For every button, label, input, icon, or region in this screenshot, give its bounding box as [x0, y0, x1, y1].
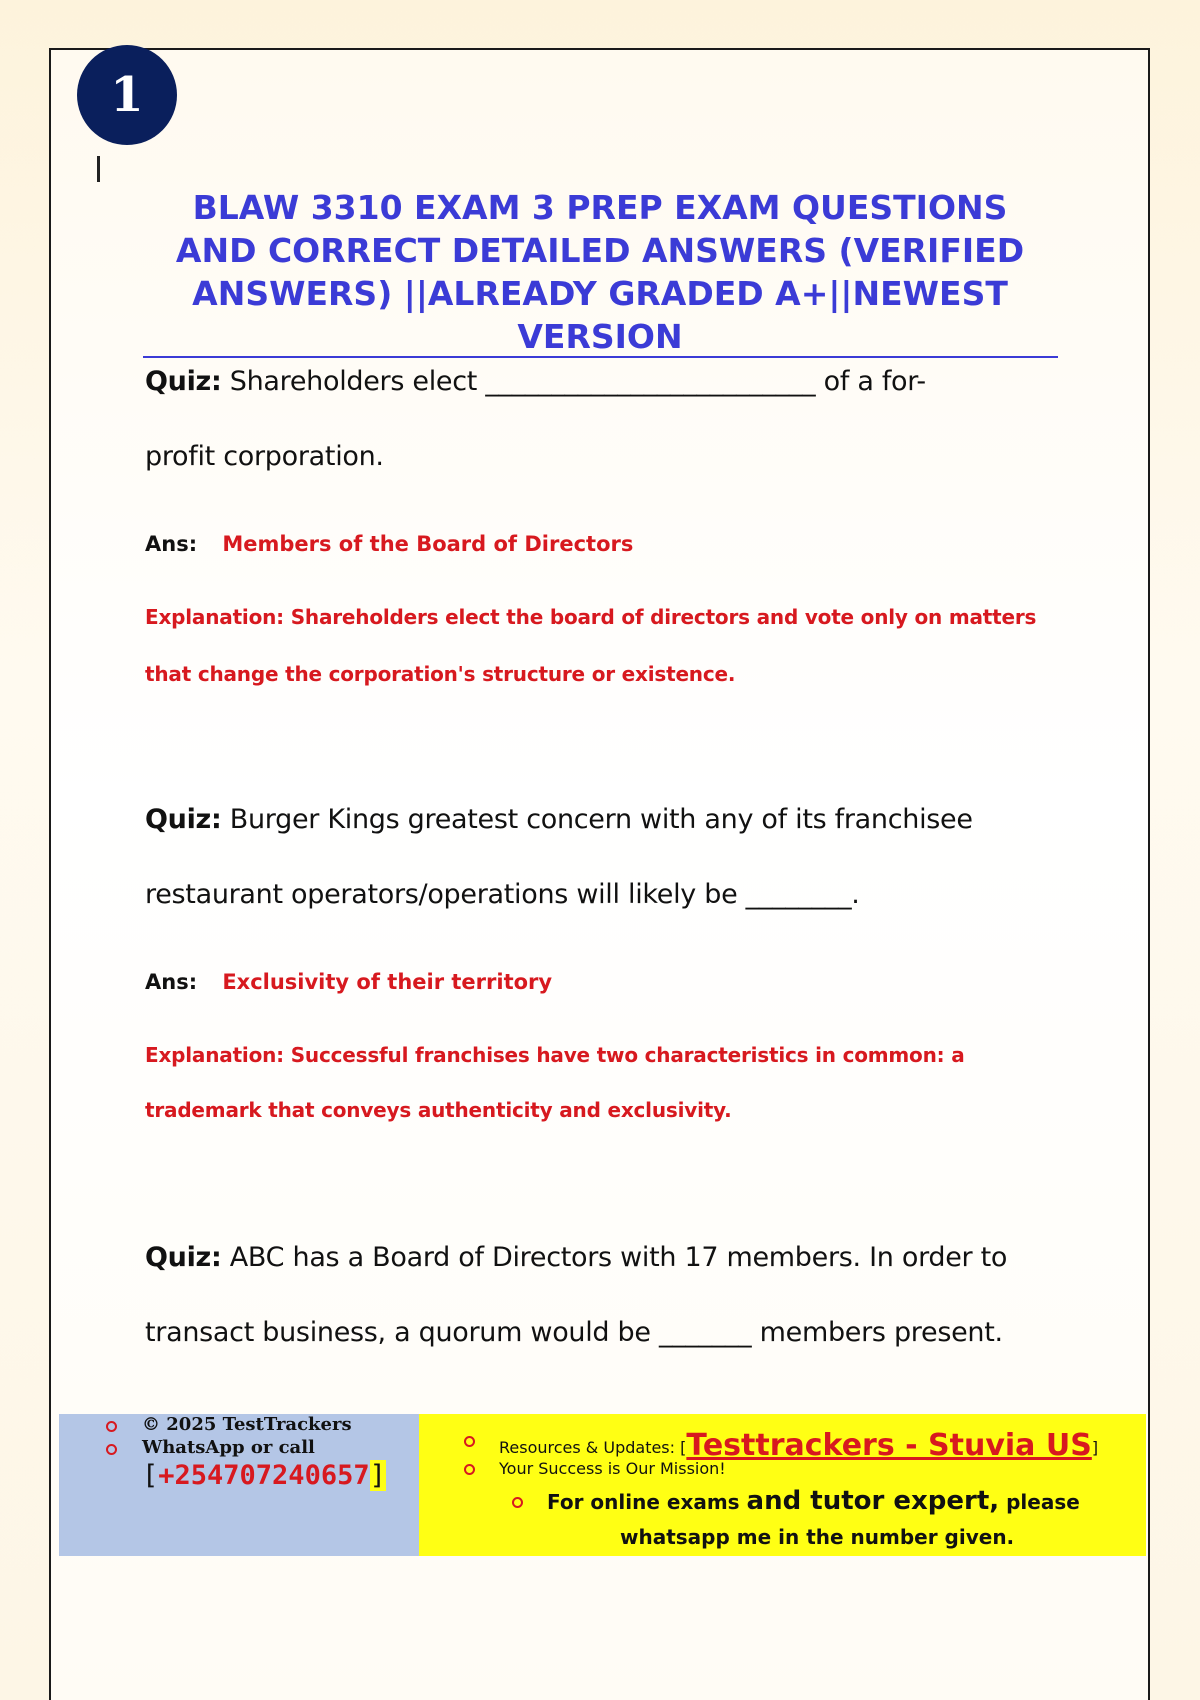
title-line: AND CORRECT DETAILED ANSWERS (VERIFIED	[175, 231, 1025, 270]
promo-text-a: For online exams	[547, 1490, 747, 1514]
phone-bracket-close: ]	[369, 1460, 386, 1491]
stuvia-link[interactable]: Testtrackers - Stuvia US	[686, 1428, 1092, 1463]
page-number-badge	[77, 45, 177, 145]
promo-text-b: and tutor expert,	[746, 1486, 1000, 1516]
question-3-line-1	[145, 1242, 1045, 1273]
bullet-icon	[464, 1436, 475, 1447]
text-cursor	[97, 156, 100, 182]
resources-label: Resources & Updates: [	[499, 1438, 687, 1457]
resources-line	[499, 1428, 1098, 1463]
explanation-2-line-1: Explanation: Successful franchises have two characteristics in common: a	[145, 1043, 965, 1067]
ans-label: Ans:	[145, 532, 198, 556]
quiz-label: Quiz:	[145, 366, 222, 397]
bullet-icon	[464, 1464, 475, 1475]
promo-line-2: whatsapp me in the number given.	[620, 1525, 1015, 1549]
phone-bracket-open: [	[142, 1460, 159, 1491]
question-3-line-2: transact business, a quorum would be _______ members present.	[145, 1317, 1003, 1348]
document-title	[140, 186, 1060, 358]
answer-2	[145, 970, 552, 994]
resources-bracket-close: ]	[1091, 1438, 1099, 1457]
question-text: ABC has a Board of Directors with 17 members. In order to	[229, 1242, 1008, 1273]
question-2-line-1	[145, 804, 1045, 835]
whatsapp-label: WhatsApp or call	[142, 1437, 315, 1458]
answer-text: Members of the Board of Directors	[222, 532, 634, 556]
title-line: BLAW 3310 EXAM 3 PREP EXAM QUESTIONS	[192, 188, 1008, 227]
explanation-2-line-2: trademark that conveys authenticity and exclusivity.	[145, 1098, 732, 1122]
explanation-1-line-1: Explanation: Shareholders elect the board of directors and vote only on matters	[145, 605, 1037, 629]
bullet-icon	[106, 1421, 117, 1432]
ans-label: Ans:	[145, 970, 198, 994]
bullet-icon	[512, 1497, 523, 1508]
answer-text: Exclusivity of their territory	[222, 970, 553, 994]
mission-text: Your Success is Our Mission!	[499, 1459, 726, 1478]
title-line: ANSWERS) ||ALREADY GRADED A+||NEWEST	[192, 274, 1008, 313]
question-text: Burger Kings greatest concern with any of its franchisee	[229, 804, 973, 835]
question-1-line-1	[145, 366, 1045, 397]
copyright-text: © 2025 TestTrackers	[142, 1414, 352, 1435]
question-2-line-2: restaurant operators/operations will likely be ________.	[145, 879, 860, 910]
promo-text-c: please	[999, 1490, 1080, 1514]
answer-1	[145, 532, 633, 556]
bullet-icon	[106, 1444, 117, 1455]
promo-line-1	[547, 1486, 1080, 1516]
question-text: Shareholders elect _________________________ of a for-	[229, 366, 926, 397]
quiz-label: Quiz:	[145, 804, 222, 835]
question-1-line-2: profit corporation.	[145, 441, 384, 472]
phone-number[interactable]	[142, 1460, 386, 1491]
title-line: VERSION	[517, 317, 683, 356]
phone-digits[interactable]: +254707240657	[158, 1460, 370, 1491]
page-number: 1	[110, 67, 144, 123]
quiz-label: Quiz:	[145, 1242, 222, 1273]
explanation-1-line-2: that change the corporation's structure or existence.	[145, 662, 736, 686]
title-underline	[143, 356, 1058, 358]
